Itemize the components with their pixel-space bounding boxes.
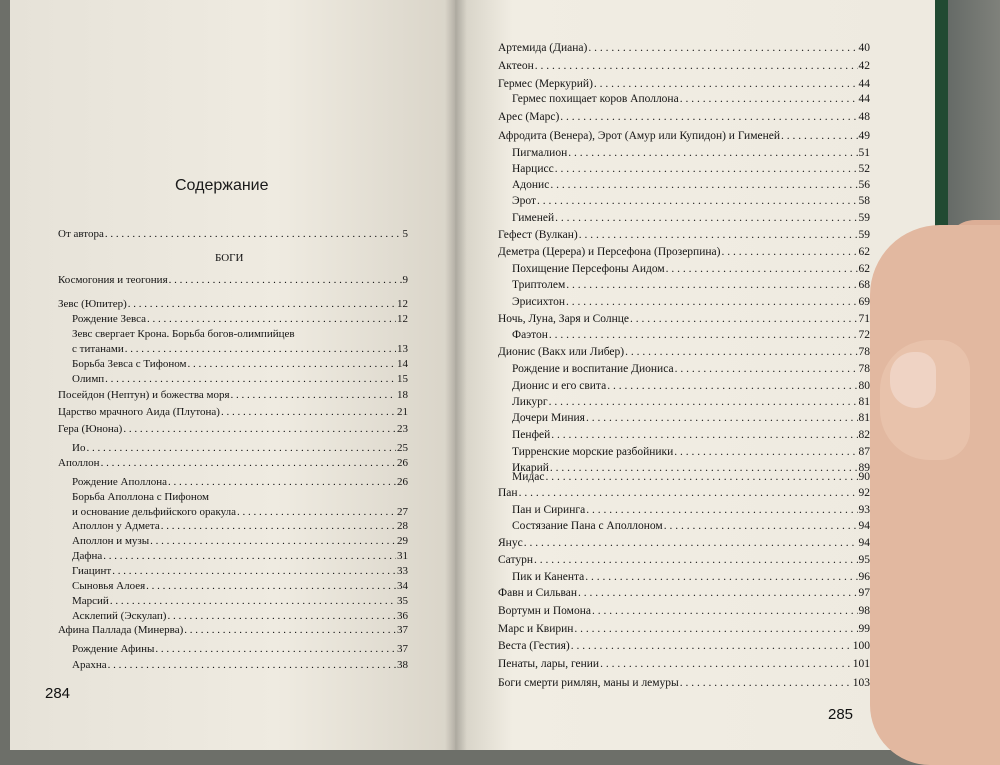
toc-entry-title: Гименей bbox=[512, 212, 555, 224]
toc-entry-title: Олимп bbox=[72, 373, 105, 385]
toc-entry bbox=[498, 346, 870, 361]
toc-entry-title: Пан bbox=[498, 487, 518, 499]
toc-leader-dots bbox=[592, 605, 858, 617]
toc-entry-page: 35 bbox=[397, 595, 408, 607]
toc-entry-title: Сыновья Алоея bbox=[72, 580, 146, 592]
toc-entry-title: Рождение Афины bbox=[72, 643, 155, 655]
toc-entry bbox=[72, 610, 408, 625]
toc-entry bbox=[498, 605, 870, 620]
toc-entry-title: Аполлон bbox=[58, 457, 100, 469]
toc-leader-dots bbox=[566, 296, 858, 308]
toc-leader-dots bbox=[585, 571, 857, 583]
toc-leader-dots bbox=[545, 471, 857, 483]
toc-leader-dots bbox=[586, 504, 857, 516]
toc-entry-page: 15 bbox=[397, 373, 408, 385]
toc-entry bbox=[498, 487, 870, 502]
toc-leader-dots bbox=[680, 93, 858, 105]
toc-entry-title: Адонис bbox=[512, 179, 550, 191]
page-title: Содержание bbox=[175, 177, 269, 194]
toc-entry-title: Борьба Аполлона с Пифоном bbox=[72, 491, 209, 503]
toc-entry-title: Триптолем bbox=[512, 279, 566, 291]
toc-entry-title: Дочери Миния bbox=[512, 412, 585, 424]
toc-entry-title: Янус bbox=[498, 537, 523, 549]
toc-entry-title: Боги смерти римлян, маны и лемуры bbox=[498, 677, 679, 689]
toc-entry-title: и основание дельфийского оракула bbox=[72, 506, 237, 518]
toc-entry-title: Рождение и воспитание Диониса bbox=[512, 363, 674, 375]
toc-entry-page: 18 bbox=[397, 389, 408, 401]
toc-entry bbox=[72, 550, 408, 565]
toc-entry-page: 94 bbox=[858, 520, 870, 532]
toc-entry-page: 28 bbox=[397, 520, 408, 532]
toc-leader-dots bbox=[571, 640, 852, 652]
toc-entry-page: 12 bbox=[397, 313, 408, 325]
toc-leader-dots bbox=[86, 442, 396, 454]
toc-entry-page: 36 bbox=[397, 610, 408, 622]
toc-entry-page: 14 bbox=[397, 358, 408, 370]
toc-entry bbox=[512, 380, 870, 395]
toc-entry-page: 12 bbox=[397, 298, 408, 310]
toc-leader-dots bbox=[560, 111, 857, 123]
toc-entry-title: Гермес похищает коров Аполлона bbox=[512, 93, 679, 105]
toc-entry-title: Гиацинт bbox=[72, 565, 112, 577]
toc-entry-title: Посейдон (Нептун) и божества моря bbox=[58, 389, 230, 401]
toc-leader-dots bbox=[588, 42, 857, 54]
toc-entry bbox=[58, 389, 408, 404]
toc-entry bbox=[512, 471, 870, 486]
toc-entry-page: 56 bbox=[858, 179, 870, 191]
toc-leader-dots bbox=[105, 373, 396, 385]
toc-entry-page: 103 bbox=[852, 677, 870, 689]
toc-leader-dots bbox=[549, 396, 858, 408]
toc-entry-title: Гефест (Вулкан) bbox=[498, 229, 578, 241]
toc-entry-page: 82 bbox=[858, 429, 870, 441]
toc-leader-dots bbox=[675, 363, 858, 375]
toc-leader-dots bbox=[123, 423, 396, 435]
toc-entry bbox=[72, 643, 408, 658]
toc-leader-dots bbox=[566, 279, 857, 291]
toc-entry-title: Актеон bbox=[498, 60, 534, 72]
toc-entry-title: Артемида (Диана) bbox=[498, 42, 588, 54]
toc-entry bbox=[58, 457, 408, 472]
toc-leader-dots bbox=[555, 163, 858, 175]
toc-entry-page: 98 bbox=[858, 605, 870, 617]
toc-leader-dots bbox=[625, 346, 857, 358]
toc-entry-page: 40 bbox=[858, 42, 870, 54]
toc-entry-page: 89 bbox=[858, 462, 870, 474]
toc-entry-page: 81 bbox=[858, 396, 870, 408]
toc-entry-page: 90 bbox=[858, 471, 870, 483]
toc-entry bbox=[72, 491, 408, 506]
toc-entry-title: Борьба Зевса с Тифоном bbox=[72, 358, 187, 370]
toc-entry bbox=[512, 429, 870, 444]
toc-entry bbox=[498, 554, 870, 569]
toc-entry-title: Зевс свергает Крона. Борьба богов-олимпийцев bbox=[72, 328, 295, 340]
toc-entry-page: 87 bbox=[858, 446, 870, 458]
toc-entry-page: 52 bbox=[858, 163, 870, 175]
toc-entry-page: 62 bbox=[858, 263, 870, 275]
toc-entry-page: 80 bbox=[858, 380, 870, 392]
toc-entry-title: Эрот bbox=[512, 195, 536, 207]
toc-entry-title: Ликург bbox=[512, 396, 548, 408]
toc-entry-title: Марс и Квирин bbox=[498, 623, 574, 635]
toc-leader-dots bbox=[167, 610, 396, 622]
toc-entry-title: Рождение Зевса bbox=[72, 313, 146, 325]
toc-leader-dots bbox=[231, 389, 396, 401]
toc-entry bbox=[512, 195, 870, 210]
toc-entry bbox=[72, 506, 408, 521]
toc-entry-title: Ночь, Луна, Заря и Солнце bbox=[498, 313, 630, 325]
toc-entry-page: 38 bbox=[397, 659, 408, 671]
toc-entry-title: Аполлон и музы bbox=[72, 535, 150, 547]
toc-entry bbox=[498, 42, 870, 57]
toc-entry bbox=[512, 279, 870, 294]
toc-entry-page: 44 bbox=[858, 78, 870, 90]
toc-entry-page: 68 bbox=[858, 279, 870, 291]
toc-leader-dots bbox=[101, 457, 396, 469]
toc-entry-page: 94 bbox=[858, 537, 870, 549]
toc-entry-page: 95 bbox=[858, 554, 870, 566]
toc-entry-title: Космогония и теогония bbox=[58, 274, 168, 286]
toc-leader-dots bbox=[108, 659, 396, 671]
toc-entry-title: Марсий bbox=[72, 595, 109, 607]
toc-entry-page: 42 bbox=[858, 60, 870, 72]
toc-entry-title: Деметра (Церера) и Персефона (Прозерпина) bbox=[498, 246, 721, 258]
toc-leader-dots bbox=[103, 550, 396, 562]
toc-entry-title: Эрисихтон bbox=[512, 296, 565, 308]
toc-entry-title: Дафна bbox=[72, 550, 103, 562]
toc-entry-title: Асклепий (Эскулап) bbox=[72, 610, 167, 622]
toc-entry bbox=[498, 78, 870, 93]
toc-entry-page: 23 bbox=[397, 423, 408, 435]
toc-entry-page: 25 bbox=[397, 442, 408, 454]
toc-entry bbox=[498, 229, 870, 244]
toc-entry-page: 48 bbox=[858, 111, 870, 123]
toc-entry-page: 78 bbox=[858, 363, 870, 375]
toc-entry-page: 59 bbox=[858, 212, 870, 224]
toc-entry-page: 59 bbox=[858, 229, 870, 241]
toc-entry bbox=[498, 130, 870, 145]
toc-entry bbox=[498, 640, 870, 655]
toc-entry-page: 99 bbox=[858, 623, 870, 635]
toc-entry bbox=[72, 580, 408, 595]
toc-entry-page: 26 bbox=[397, 476, 408, 488]
toc-leader-dots bbox=[519, 487, 858, 499]
toc-leader-dots bbox=[147, 313, 396, 325]
toc-entry bbox=[72, 595, 408, 610]
toc-entry-page: 78 bbox=[858, 346, 870, 358]
toc-entry bbox=[58, 274, 408, 289]
toc-leader-dots bbox=[579, 229, 858, 241]
hand bbox=[870, 225, 1000, 765]
toc-leader-dots bbox=[630, 313, 857, 325]
toc-entry-title: Афина Паллада (Минерва) bbox=[58, 624, 184, 636]
toc-leader-dots bbox=[551, 429, 857, 441]
toc-entry bbox=[72, 343, 408, 358]
toc-entry-page: 81 bbox=[858, 412, 870, 424]
toc-entry-page: 26 bbox=[397, 457, 408, 469]
toc-entry-page: 92 bbox=[858, 487, 870, 499]
toc-entry-title: Веста (Гестия) bbox=[498, 640, 570, 652]
toc-leader-dots bbox=[112, 565, 396, 577]
toc-entry-page: 37 bbox=[397, 643, 408, 655]
toc-entry-title: с титанами bbox=[72, 343, 124, 355]
toc-entry-page: 31 bbox=[397, 550, 408, 562]
toc-entry-title: Зевс (Юпитер) bbox=[58, 298, 127, 310]
toc-entry bbox=[512, 212, 870, 227]
toc-entry bbox=[498, 60, 870, 75]
toc-leader-dots bbox=[550, 179, 857, 191]
fingernail bbox=[890, 352, 936, 408]
toc-entry bbox=[58, 298, 408, 313]
toc-entry-page: 21 bbox=[397, 406, 408, 418]
toc-entry-title: Дионис и его свита bbox=[512, 380, 607, 392]
toc-entry-page: 33 bbox=[397, 565, 408, 577]
toc-entry bbox=[72, 520, 408, 535]
toc-entry-page: 58 bbox=[858, 195, 870, 207]
toc-entry bbox=[512, 179, 870, 194]
toc-entry bbox=[72, 313, 408, 328]
toc-entry-title: Царство мрачного Аида (Плутона) bbox=[58, 406, 220, 418]
toc-leader-dots bbox=[578, 587, 857, 599]
toc-leader-dots bbox=[600, 658, 852, 670]
toc-entry-title: Афродита (Венера), Эрот (Амур или Купидон) и Гименей bbox=[498, 130, 780, 142]
toc-leader-dots bbox=[594, 78, 858, 90]
page-number-right: 285 bbox=[828, 706, 854, 723]
toc-entry-page: 27 bbox=[397, 506, 408, 518]
toc-leader-dots bbox=[150, 535, 396, 547]
toc-entry-title: Пан и Сиринга bbox=[512, 504, 586, 516]
toc-entry-page: 62 bbox=[858, 246, 870, 258]
toc-leader-dots bbox=[607, 380, 857, 392]
toc-entry-page: 71 bbox=[858, 313, 870, 325]
toc-leader-dots bbox=[146, 580, 396, 592]
toc-entry bbox=[72, 476, 408, 491]
toc-leader-dots bbox=[535, 60, 858, 72]
toc-entry bbox=[512, 504, 870, 519]
toc-entry-page: 5 bbox=[402, 228, 408, 240]
toc-entry bbox=[512, 520, 870, 535]
toc-entry-page: 9 bbox=[402, 274, 408, 286]
toc-leader-dots bbox=[168, 476, 396, 488]
toc-entry-page: 34 bbox=[397, 580, 408, 592]
toc-leader-dots bbox=[105, 228, 402, 240]
toc-entry-title: Фаэтон bbox=[512, 329, 548, 341]
toc-entry-title: От автора bbox=[58, 228, 104, 240]
toc-entry bbox=[512, 571, 870, 586]
toc-entry-title: Икарий bbox=[512, 462, 549, 474]
toc-entry bbox=[498, 246, 870, 261]
toc-leader-dots bbox=[674, 446, 857, 458]
toc-entry-title: Аполлон у Адмета bbox=[72, 520, 160, 532]
toc-entry bbox=[58, 406, 408, 421]
toc-entry bbox=[498, 623, 870, 638]
toc-leader-dots bbox=[568, 147, 857, 159]
toc-entry-page: 29 bbox=[397, 535, 408, 547]
toc-entry bbox=[512, 412, 870, 427]
toc-leader-dots bbox=[187, 358, 396, 370]
toc-entry bbox=[72, 565, 408, 580]
toc-entry-title: Пенфей bbox=[512, 429, 551, 441]
toc-entry bbox=[58, 423, 408, 438]
toc-entry-title: Пенаты, лары, гении bbox=[498, 658, 600, 670]
toc-entry bbox=[72, 535, 408, 550]
toc-leader-dots bbox=[184, 624, 396, 636]
toc-entry-title: Пигмалион bbox=[512, 147, 568, 159]
toc-entry-page: 69 bbox=[858, 296, 870, 308]
toc-entry bbox=[498, 111, 870, 126]
toc-entry-title: Арес (Марс) bbox=[498, 111, 560, 123]
toc-entry bbox=[512, 147, 870, 162]
toc-leader-dots bbox=[534, 554, 857, 566]
toc-entry-title: Дионис (Вакх или Либер) bbox=[498, 346, 625, 358]
toc-leader-dots bbox=[155, 643, 396, 655]
toc-entry-page: 13 bbox=[397, 343, 408, 355]
toc-leader-dots bbox=[680, 677, 852, 689]
toc-leader-dots bbox=[237, 506, 396, 518]
toc-entry bbox=[72, 442, 408, 457]
section-heading: БОГИ bbox=[215, 252, 244, 264]
toc-entry-title: Вортумн и Помона bbox=[498, 605, 591, 617]
toc-entry bbox=[72, 373, 408, 388]
toc-leader-dots bbox=[574, 623, 857, 635]
toc-entry-page: 72 bbox=[858, 329, 870, 341]
toc-entry bbox=[498, 677, 870, 692]
toc-entry-title: Состязание Пана с Аполлоном bbox=[512, 520, 663, 532]
toc-entry bbox=[498, 658, 870, 673]
toc-entry-title: Тирренские морские разбойники bbox=[512, 446, 674, 458]
toc-entry-page: 51 bbox=[858, 147, 870, 159]
toc-entry-page: 101 bbox=[852, 658, 870, 670]
toc-entry-title: Пик и Канента bbox=[512, 571, 585, 583]
toc-entry-title: Гера (Юнона) bbox=[58, 423, 123, 435]
toc-entry-page: 100 bbox=[852, 640, 870, 652]
toc-entry-title: Сатурн bbox=[498, 554, 534, 566]
toc-leader-dots bbox=[586, 412, 858, 424]
toc-entry bbox=[58, 624, 408, 639]
toc-entry bbox=[512, 329, 870, 344]
toc-entry bbox=[498, 587, 870, 602]
toc-entry-page: 93 bbox=[858, 504, 870, 516]
toc-entry-page: 49 bbox=[858, 130, 870, 142]
toc-leader-dots bbox=[161, 520, 396, 532]
toc-entry-title: Нарцисс bbox=[512, 163, 554, 175]
toc-leader-dots bbox=[721, 246, 857, 258]
toc-entry bbox=[72, 659, 408, 674]
toc-entry-page: 97 bbox=[858, 587, 870, 599]
toc-leader-dots bbox=[110, 595, 396, 607]
toc-leader-dots bbox=[537, 195, 858, 207]
toc-entry bbox=[498, 313, 870, 328]
toc-leader-dots bbox=[524, 537, 858, 549]
toc-entry bbox=[512, 163, 870, 178]
toc-entry-title: Гермес (Меркурий) bbox=[498, 78, 593, 90]
toc-entry bbox=[58, 228, 408, 243]
book-gutter bbox=[445, 0, 467, 750]
toc-entry bbox=[512, 446, 870, 461]
toc-leader-dots bbox=[128, 298, 396, 310]
toc-leader-dots bbox=[555, 212, 857, 224]
toc-leader-dots bbox=[666, 263, 858, 275]
toc-entry-title: Арахна bbox=[72, 659, 107, 671]
toc-entry bbox=[512, 363, 870, 378]
toc-entry-title: Фавн и Сильван bbox=[498, 587, 578, 599]
toc-entry-title: Ио bbox=[72, 442, 86, 454]
toc-entry bbox=[72, 328, 408, 343]
toc-leader-dots bbox=[221, 406, 396, 418]
toc-leader-dots bbox=[781, 130, 858, 142]
toc-entry bbox=[512, 93, 870, 108]
toc-entry bbox=[72, 358, 408, 373]
toc-leader-dots bbox=[549, 329, 858, 341]
toc-entry-page: 96 bbox=[858, 571, 870, 583]
toc-entry bbox=[498, 537, 870, 552]
toc-entry-page: 37 bbox=[397, 624, 408, 636]
toc-entry bbox=[512, 263, 870, 278]
toc-leader-dots bbox=[664, 520, 858, 532]
toc-entry-title: Похищение Персефоны Аидом bbox=[512, 263, 665, 275]
toc-leader-dots bbox=[125, 343, 396, 355]
toc-leader-dots bbox=[169, 274, 402, 286]
page-number-left: 284 bbox=[45, 685, 71, 702]
toc-entry bbox=[512, 396, 870, 411]
toc-entry-page: 44 bbox=[858, 93, 870, 105]
toc-entry-title: Мидас bbox=[512, 471, 545, 483]
toc-entry bbox=[512, 296, 870, 311]
toc-entry-title: Рождение Аполлона bbox=[72, 476, 167, 488]
